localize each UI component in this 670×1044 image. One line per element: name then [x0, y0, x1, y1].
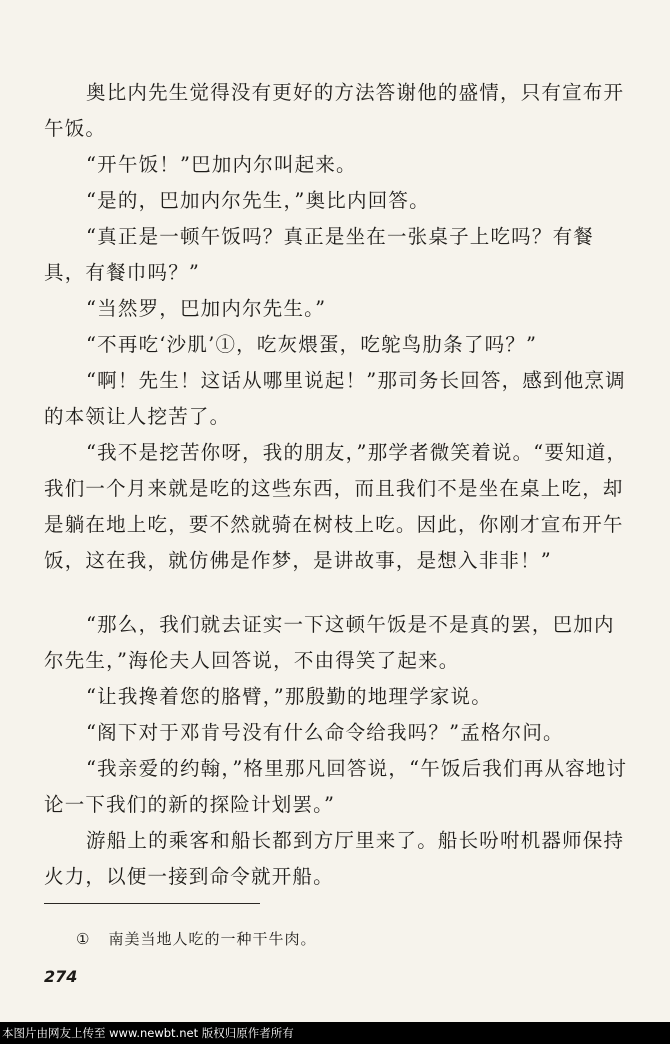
- paragraph-12: “我亲爱的约翰，”格里那凡回答说，“午饭后我们再从容地讨论一下我们的新的探险计划罢。”: [44, 757, 628, 816]
- paragraph-13: 游船上的乘客和船长都到方厅里来了。船长吩咐机器师保持火力，以便一接到命令就开船。: [44, 829, 625, 888]
- paragraph-10: “让我搀着您的胳臂，”那殷勤的地理学家说。: [86, 685, 492, 708]
- paragraph-11: “阁下对于邓肯号没有什么命令给我吗？”孟格尔问。: [86, 721, 564, 744]
- watermark-bar: 本图片由网友上传至 www.newbt.net 版权归原作者所有: [0, 1022, 670, 1044]
- footnote-text: 南美当地人吃的一种干牛肉。: [108, 930, 317, 948]
- paragraph-7: “啊！先生！这话从哪里说起！”那司务长回答，感到他烹调的本领让人挖苦了。: [44, 369, 626, 428]
- footnote-divider: [44, 903, 260, 904]
- paragraph-8: “我不是挖苦你呀，我的朋友，”那学者微笑着说。“要知道，我们一个月来就是吃的这些东西，而且我们不是坐在桌上吃，却是躺在地上吃，要不然就骑在树枝上吃。因此，你刚才宣布开午饭，这在我，就仿佛是作梦，是讲故事，是想入非非！”: [44, 441, 628, 572]
- paragraph-4: “真正是一顿午饭吗？真正是坐在一张桌子上吃吗？有餐具，有餐巾吗？”: [44, 225, 594, 284]
- paragraph-6: “不再吃‘沙肌’①，吃灰煨蛋，吃鸵鸟肋条了吗？”: [86, 333, 538, 356]
- footnote: [76, 928, 316, 949]
- footnote-marker: ①: [76, 930, 91, 948]
- paragraph-9: “那么，我们就去证实一下这顿午饭是不是真的罢，巴加内尔先生，”海伦夫人回答说，不由得笑了起来。: [44, 613, 615, 672]
- paragraph-2: “开午饭！”巴加内尔叫起来。: [86, 153, 357, 176]
- page-number: 274: [44, 967, 78, 986]
- paragraph-5: “当然罗，巴加内尔先生。”: [86, 297, 327, 320]
- paragraph-1: 奥比内先生觉得没有更好的方法答谢他的盛情，只有宣布开午饭。: [44, 81, 625, 140]
- paragraph-3: “是的，巴加内尔先生，”奥比内回答。: [86, 189, 430, 212]
